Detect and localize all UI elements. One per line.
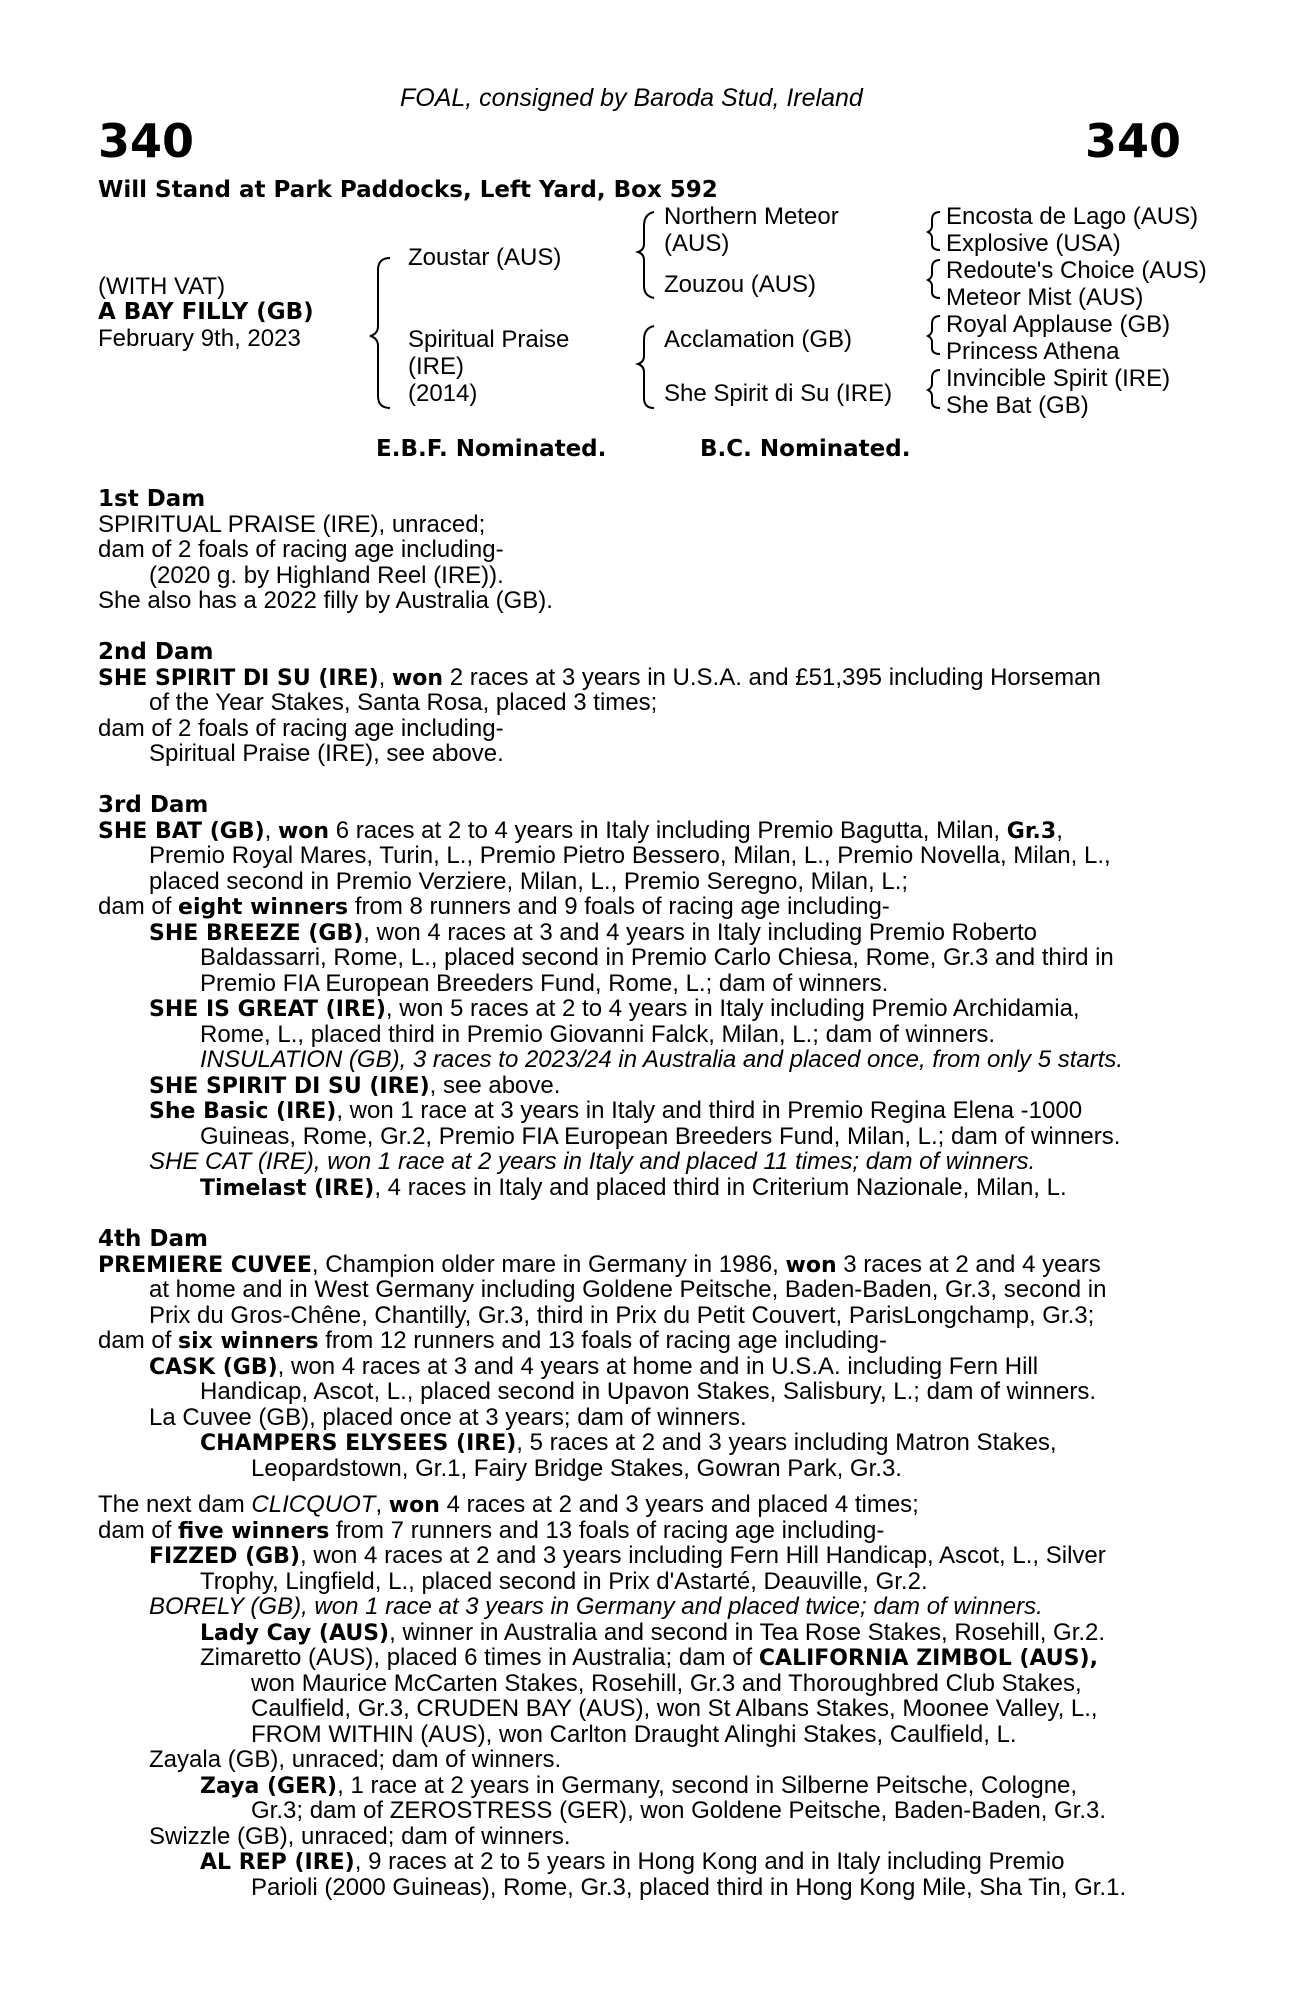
dam-dam-dam: She Bat (GB) [946,392,1089,419]
race-record: of the Year Stakes, Santa Rosa, placed 3 times; [149,689,658,716]
produce-entry: Spiritual Praise (IRE), see above. [149,740,504,767]
section-heading: 4th Dam [98,1226,208,1252]
dam-country: (IRE) [408,353,464,380]
race-record: 3 races at 2 and 4 years [843,1250,1101,1278]
produce-entry: Swizzle (GB), unraced; dam of winners. [149,1822,571,1850]
race-record: Premio Royal Mares, Turin, L., Premio Pietro Bessero, Milan, L., Premio Novella, Milan, L., [149,842,1111,869]
produce-entry: Zayala (GB), unraced; dam of winners. [149,1746,562,1773]
won-label: won [391,665,444,691]
first-dam-line: dam of 2 foals of racing age including- [98,536,504,563]
grade-label: Gr.3 [1006,818,1057,844]
sire-sire: Northern Meteor [664,203,839,230]
sire: Zoustar (AUS) [408,244,562,271]
race-record: won Maurice McCarten Stakes, Rosehill, Gr.3 and Thoroughbred Club Stakes, [251,1669,1082,1697]
won-label: won [785,1252,837,1278]
text: Champion older mare in Germany in 1986, [325,1250,779,1278]
horse-name: SHE BAT (GB) [98,818,265,844]
race-record: won 4 races at 3 and 4 years at home and in U.S.A. including Fern Hill [291,1352,1039,1380]
race-record: Gr.3; dam of ZEROSTRESS (GER), won Goldene Peitsche, Baden-Baden, Gr.3. [251,1797,1107,1824]
produce-entry: SHE CAT (IRE), won 1 race at 2 years in Italy and placed 11 times; dam of winners. [149,1148,1036,1175]
race-record: 9 races at 2 to 5 years in Hong Kong and in Italy including Premio [368,1848,1065,1875]
first-dam-line: SPIRITUAL PRAISE (IRE), unraced; [98,510,486,538]
race-record: 1 race at 2 years in Germany, second in Silberne Peitsche, Cologne, [350,1771,1078,1799]
horse-name: CASK (GB) [149,1354,278,1380]
race-record: won 4 races at 3 and 4 years in Italy including Premio Roberto [376,918,1037,946]
race-record: Caulfield, Gr.3, CRUDEN BAY (AUS), won St Albans Stakes, Moonee Valley, L., [251,1695,1098,1722]
race-record: 6 races at 2 to 4 years in Italy including Premio Bagutta, Milan, [335,816,1001,844]
text: see above. [442,1071,561,1099]
race-record: Leopardstown, Gr.1, Fairy Bridge Stakes, Gowran Park, Gr.3. [251,1454,902,1482]
won-label: won [277,818,330,844]
text: from 7 runners and 13 foals of racing age including- [336,1516,885,1544]
winners-count: eight winners [178,895,349,920]
sire-sire-country: (AUS) [664,230,730,257]
race-record: Premio FIA European Breeders Fund, Rome, L.; dam of winners. [200,969,889,997]
race-record: Baldassarri, Rome, L., placed second in Premio Carlo Chiesa, Rome, Gr.3 and third in [200,944,1114,971]
dam-year: (2014) [408,380,478,407]
race-record: winner in Australia and second in Tea Rose Stakes, Rosehill, Gr.2. [402,1618,1106,1646]
text: dam of [98,1327,172,1354]
race-record: 4 races in Italy and placed third in Criterium Nazionale, Milan, L. [387,1173,1067,1201]
dam-sire: Acclamation (GB) [664,326,853,353]
stand-location: Will Stand at Park Paddocks, Left Yard, Box 592 [98,177,718,203]
horse-name: Lady Cay (AUS) [200,1620,390,1646]
race-record: at home and in West Germany including Goldene Peitsche, Baden-Baden, Gr.3, second in [149,1276,1107,1303]
lot-number-right: 340 [1085,114,1182,168]
race-record: Guineas, Rome, Gr.2, Premio FIA European Breeders Fund, Milan, L.; dam of winners. [200,1122,1121,1150]
horse-name: AL REP (IRE) [200,1850,355,1875]
foaling-date: February 9th, 2023 [98,325,301,352]
horse-name: CHAMPERS ELYSEES (IRE) [200,1431,517,1456]
produce-summary: dam of 2 foals of racing age including- [98,714,504,742]
second-dam-section: 2nd Dam SHE SPIRIT DI SU (IRE), won 2 races at 3 years in U.S.A. and £51,395 including Horseman of the Year Stakes, Santa Rosa, placed 3 times; dam of 2 foals of racing age including- Spiritual Praise (IRE), see above. [98,639,1198,767]
race-record: won 5 races at 2 to 4 years in Italy including Premio Archidamia, [399,995,1080,1022]
horse-name: SHE BREEZE (GB) [149,920,364,946]
sire-dam: Zouzou (AUS) [664,271,817,298]
horse-name: A BAY FILLY (GB) [98,299,314,325]
dam-sire-dam: Princess Athena [946,338,1120,365]
race-record: placed second in Premio Verziere, Milan, L., Premio Seregno, Milan, L.; [149,867,909,895]
horse-name: FIZZED (GB) [149,1544,301,1569]
sire-dam-sire: Redoute's Choice (AUS) [946,257,1207,284]
lot-number-left: 340 [98,114,195,168]
section-heading: 1st Dam [98,486,206,512]
horse-name: SHE SPIRIT DI SU (IRE) [98,665,379,691]
text: dam of [98,1516,172,1544]
produce-entry: INSULATION (GB), 3 races to 2023/24 in Australia and placed once, from only 5 starts. [200,1046,1124,1073]
horse-name: Timelast (IRE) [200,1175,375,1201]
won-label: won [388,1493,440,1518]
first-dam-section [98,486,1198,614]
ebf-nominated: E.B.F. Nominated. [376,436,607,462]
section-heading: 2nd Dam [98,639,214,665]
dam: Spiritual Praise [408,326,570,353]
next-dam-section: The next dam CLICQUOT, won 4 races at 2 and 3 years and placed 4 times; dam of five winners from 7 runners and 13 foals of racing age including- FIZZED (GB), won 4 races at 2 and 3 years including Fern Hill Handicap, Ascot, L., Silver Trophy, Lingfield, L., placed second in Prix d'Astarté, Deauville, Gr.2. BORELY (GB), won 1 race at 3 years in Germany and placed twice; dam of winners. Lady Cay (AUS), winner in Australia and second in Tea Rose Stakes, Rosehill, Gr.2. Zimaretto (AUS), placed 6 times in Australia; dam of CALIFORNIA ZIMBOL (AUS), won Maurice McCarten Stakes, Rosehill, Gr.3 and Thoroughbred Club Stakes, Caulfield, Gr.3, CRUDEN BAY (AUS), won St Albans Stakes, Moonee Valley, L., FROM WITHIN (AUS), won Carlton Draught Alinghi Stakes, Caulfield, L. Zayala (GB), unraced; dam of winners. Zaya (GER), 1 race at 2 years in Germany, second in Silberne Peitsche, Cologne, Gr.3; dam of ZEROSTRESS (GER), won Goldene Peitsche, Baden-Baden, Gr.3. Swizzle (GB), unraced; dam of winners. AL REP (IRE), 9 races at 2 to 5 years in Hong Kong and in Italy including Premio Parioli (2000 Guineas), Rome, Gr.3, placed third in Hong Kong Mile, Sha Tin, Gr.1. [98,1492,1198,1900]
text: from 12 runners and 13 foals of racing age including- [325,1327,887,1354]
race-record: won 4 races at 2 and 3 years including Fern Hill Handicap, Ascot, L., Silver [313,1542,1106,1569]
race-record: Parioli (2000 Guineas), Rome, Gr.3, placed third in Hong Kong Mile, Sha Tin, Gr.1. [251,1873,1127,1901]
bc-nominated: B.C. Nominated. [700,436,911,462]
sire-sire-dam: Explosive (USA) [946,230,1121,257]
horse-name: PREMIERE CUVEE [98,1252,312,1278]
dam-dam: She Spirit di Su (IRE) [664,380,893,407]
horse-name: CALIFORNIA ZIMBOL (AUS), [758,1646,1098,1671]
produce-entry: BORELY (GB), won 1 race at 3 years in Germany and placed twice; dam of winners. [149,1593,1043,1620]
text: The next dam [98,1491,245,1518]
race-record: Prix du Gros-Chêne, Chantilly, Gr.3, third in Prix du Petit Couvert, ParisLongchamp, Gr.3; [149,1301,1095,1329]
horse-name: SHE SPIRIT DI SU (IRE) [149,1073,430,1099]
third-dam-section: 3rd Dam SHE BAT (GB), won 6 races at 2 to 4 years in Italy including Premio Bagutta, Milan, Gr.3, Premio Royal Mares, Turin, L., Premio Pietro Bessero, Milan, L., Premio Novella, Milan, L., placed second in Premio Verziere, Milan, L., Premio Seregno, Milan, L.; dam of eight winners from 8 runners and 9 foals of racing age including- SHE BREEZE (GB), won 4 races at 3 and 4 years in Italy including Premio Roberto Baldassarri, Rome, L., placed second in Premio Carlo Chiesa, Rome, Gr.3 and third in Premio FIA European Breeders Fund, Rome, L.; dam of winners. SHE IS GREAT (IRE), won 5 races at 2 to 4 years in Italy including Premio Archidamia, Rome, L., placed third in Premio Giovanni Falck, Milan, L.; dam of winners. INSULATION (GB), 3 races to 2023/24 in Australia and placed once, from only 5 starts. SHE SPIRIT DI SU (IRE), see above. She Basic (IRE), won 1 race at 3 years in Italy and third in Premio Regina Elena -1000 Guineas, Rome, Gr.2, Premio FIA European Breeders Fund, Milan, L.; dam of winners. SHE CAT (IRE), won 1 race at 2 years in Italy and placed 11 times; dam of winners. Timelast (IRE), 4 races in Italy and placed third in Criterium Nazionale, Milan, L. [98,792,1198,1200]
first-dam-line: She also has a 2022 filly by Australia (GB). [98,587,553,614]
winners-count: five winners [178,1518,330,1544]
winners-count: six winners [178,1329,319,1354]
consignor-line: FOAL, consigned by Baroda Stud, Ireland [400,84,863,112]
vat-label: (WITH VAT) [98,273,226,300]
fourth-dam-section: 4th Dam PREMIERE CUVEE, Champion older mare in Germany in 1986, won 3 races at 2 and 4 years at home and in West Germany including Goldene Peitsche, Baden-Baden, Gr.3, second in Prix du Gros-Chêne, Chantilly, Gr.3, third in Prix du Petit Couvert, ParisLongchamp, Gr.3; dam of six winners from 12 runners and 13 foals of racing age including- CASK (GB), won 4 races at 3 and 4 years at home and in U.S.A. including Fern Hill Handicap, Ascot, L., placed second in Upavon Stakes, Salisbury, L.; dam of winners. La Cuvee (GB), placed once at 3 years; dam of winners. CHAMPERS ELYSEES (IRE), 5 races at 2 and 3 years including Matron Stakes, Leopardstown, Gr.1, Fairy Bridge Stakes, Gowran Park, Gr.3. [98,1226,1198,1481]
race-record: Trophy, Lingfield, L., placed second in Prix d'Astarté, Deauville, Gr.2. [200,1567,928,1595]
race-record: Handicap, Ascot, L., placed second in Upavon Stakes, Salisbury, L.; dam of winners. [200,1378,1097,1405]
horse-name: She Basic (IRE) [149,1099,337,1124]
sire-sire-sire: Encosta de Lago (AUS) [946,203,1199,230]
race-record: 2 races at 3 years in U.S.A. and £51,395 including Horseman [449,663,1101,691]
sire-dam-dam: Meteor Mist (AUS) [946,284,1144,311]
produce-entry: Zimaretto (AUS), placed 6 times in Australia; dam of [200,1644,753,1671]
section-heading: 3rd Dam [98,792,209,818]
race-record: won 1 race at 3 years in Italy and third in Premio Regina Elena -1000 [349,1097,1083,1124]
first-dam-line: (2020 g. by Highland Reel (IRE)). [149,561,504,589]
text: dam of [98,893,172,920]
dam-dam-sire: Invincible Spirit (IRE) [946,365,1171,392]
horse-name: Zaya (GER) [200,1773,338,1799]
horse-name: SHE IS GREAT (IRE) [149,997,386,1022]
race-record: FROM WITHIN (AUS), won Carlton Draught Alinghi Stakes, Caulfield, L. [251,1720,1017,1748]
race-record: 5 races at 2 and 3 years including Matron Stakes, [529,1429,1057,1456]
produce-entry: La Cuvee (GB), placed once at 3 years; dam of winners. [149,1403,747,1431]
text: from 8 runners and 9 foals of racing age including- [354,893,890,920]
horse-name: CLICQUOT [251,1491,376,1518]
dam-sire-sire: Royal Applause (GB) [946,311,1171,338]
race-record: 4 races at 2 and 3 years and placed 4 times; [446,1491,919,1518]
race-record: Rome, L., placed third in Premio Giovanni Falck, Milan, L.; dam of winners. [200,1020,995,1048]
